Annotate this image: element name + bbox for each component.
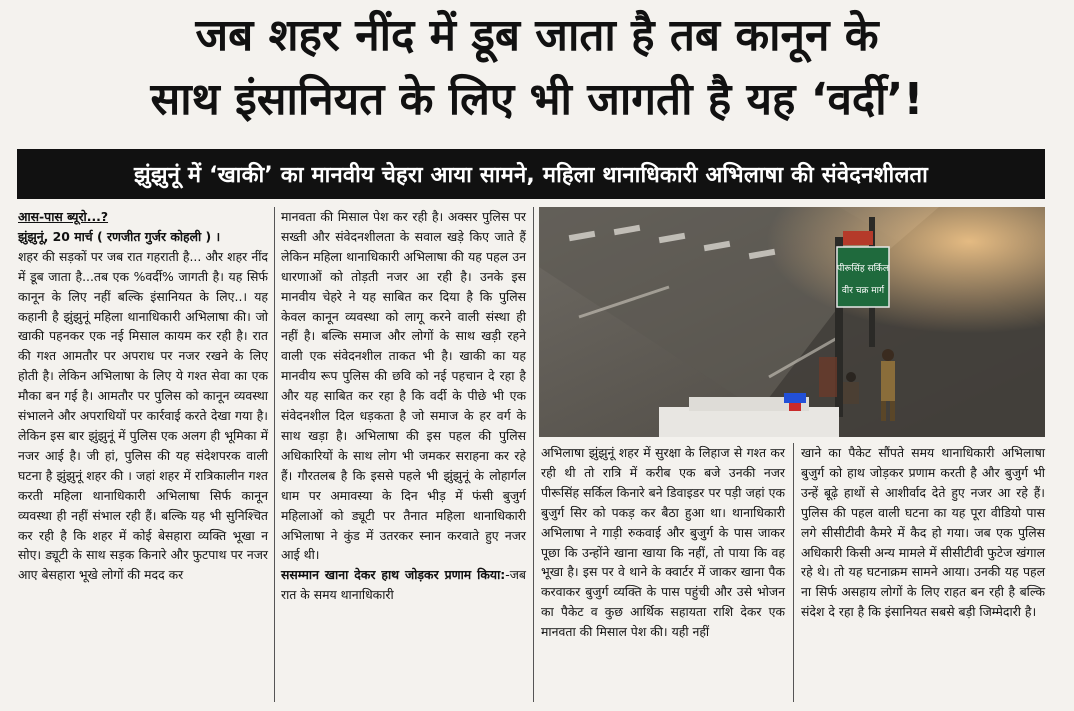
article-column-1 <box>18 207 268 585</box>
headline-line-2: साथ इंसानियत के लिए भी जागती है यह ‘वर्दी’! <box>150 74 924 125</box>
article-text-col4: खाने का पैकेट सौंपते समय थानाधिकारी अभिलाषा बुजुर्ग को हाथ जोड़कर प्रणाम करती है और बुजुर्ग भी उन्हें बूढ़े हाथों से आशीर्वाद देते हुए नजर आ रहे हैं। पुलिस की पहल वाली घटना का यह पूरा वीडियो पास लगे सीसीटीवी कैमरे में कैद हो गया। जब एक पुलिस अधिकारी किसी अन्य मामले में सीसीटीवी फुटेज खंगाल रहे थे। तो यह घटनाक्रम सामने आया। उनकी यह पहल ना सिर्फ असहाय लोगों के लिए राहत बन रही है बल्कि संदेश दे रहा है कि इंसानियत सबसे बड़ी जिम्मेदारी है। <box>801 445 1045 620</box>
bureau-label: आस-पास ब्यूरो...? <box>18 209 109 224</box>
article-text-col1: शहर की सड़कों पर जब रात गहराती है... और शहर नींद में डूब जाता है...तब एक %वर्दी% जागती है। यह सिर्फ कानून के लिए नहीं बल्कि इंसानियत के लिए..। यह कहानी है झुंझुनूं महिला थानाधिकारी अभिलाषा की। जो खाकी पहनकर एक नई मिसाल कायम कर रही है। रात की गश्त आमतौर पर अपराध पर नजर रखने के लिए होती है। लेकिन अभिलाषा के लिए ये गश्त सेवा का एक मौका बन गई है। आमतौर पर पुलिस को कानून व्यवस्था संभालने और अपराधियों पर कार्रवाई करते देखा गया है। लेकिन इस बार झुंझुनूं में पुलिस एक अलग ही भूमिका में नजर आई है। जी हां, पुलिस की यह संदेशपरक वाली घटना है झुंझुनूं शहर की । जहां शहर में रात्रिकालीन गश्त करती महिला थानाधिकारी अभिलाषा सिर्फ कानून व्यवस्था ही नहीं संभाल रही हैं। बल्कि यह भी सुनिश्चित कर रही है कि शहर में कोई बेसहारा व्यक्ति भूखा न सोए। ड्यूटी के साथ सड़क किनारे और फुटपाथ पर नजर आए बेसहारा भूखे लोगों की मदद कर <box>18 248 268 583</box>
column-divider <box>793 443 794 702</box>
article-subhead: ससम्मान खाना देकर हाथ जोड़कर प्रणाम किया: <box>281 567 506 583</box>
subheadline-bar <box>17 149 1045 199</box>
dateline: झुंझुनूं, 20 मार्च ( रणजीत गुर्जर कोहली ) । <box>18 228 221 244</box>
sign-line-1: पीरूसिंह सर्किल <box>837 264 889 274</box>
subheadline-text: झुंझुनूं में ‘खाकी’ का मानवीय चेहरा आया सामने, महिला थानाधिकारी अभिलाषा की संवेदनशीलता <box>133 163 928 188</box>
article-column-3 <box>541 443 785 642</box>
article-text-col2: मानवता की मिसाल पेश कर रही है। अक्सर पुलिस पर सख्ती और संवेदनशीलता के सवाल खड़े किए जाते हैं लेकिन महिला थानाधिकारी अभिलाषा की यह पहल उन धारणाओं को तोड़ती नजर आ रही है। उनके इस मानवीय चेहरे ने यह साबित कर दिया है कि पुलिस केवल कानून व्यवस्था को लागू करने वाली संस्था ही नहीं है। बल्कि समाज और लोगों के साथ खड़ी रहने वाली एक संवेदनशील ताकत भी है। खाकी का यह मानवीय रूप पुलिस की छवि को नई पहचान दे रहा है और यह साबित कर रहा है कि वर्दी के पीछे भी एक संवेदनशील दिल धड़कता है जो समाज के हर वर्ग के साथ खड़ा है। अभिलाषा की इस पहल की पुलिस अधिकारियों के साथ लोग भी जमकर सराहना कर रहे हैं। गौरतलब है कि इससे पहले भी झुंझुनूं के लोहार्गल धाम पर अमावस्या के दिन भीड़ में फंसी बुजुर्ग महिलाओं को ड्यूटी पर तैनात महिला थानाधिकारी अभिलाषा ने कुंड में उतरकर स्नान करवाते हुए नजर आई थी। <box>281 209 526 563</box>
headline-line-1: जब शहर नींद में डूब जाता है तब कानून के <box>195 10 879 61</box>
cctv-photo <box>539 207 1045 437</box>
article-column-4 <box>801 443 1045 622</box>
article-column-2 <box>281 207 526 605</box>
column-divider <box>533 207 534 702</box>
article-text-col2-tail: -जब रात के समय थानाधिकारी <box>281 567 526 603</box>
sign-line-2: वीर चक्र मार्ग <box>841 286 885 296</box>
column-divider <box>274 207 275 702</box>
article-text-col3: अभिलाषा झुंझुनूं शहर में सुरक्षा के लिहाज से गश्त कर रही थी तो रात्रि में करीब एक बजे उनकी नजर पीरूसिंह सर्किल किनारे बने डिवाइडर पर पड़ी जहां एक बुजुर्ग सिर को पकड़ कर बैठा हुआ था। थानाधिकारी अभिलाषा ने गाड़ी रुकवाई और बुजुर्ग के पास जाकर पूछा कि उन्होंने खाना खाया कि नहीं, तो पाया कि वह भूखा है। इस पर वे थाने के क्वार्टर में जाकर खाना पैक करवाकर बुजुर्ग व्यक्ति के पास पहुंची और उसे भोजन का पैकेट व कुछ आर्थिक सहायता राशि देकर एक मानवता की मिसाल पेश की। यही नहीं <box>541 445 785 640</box>
